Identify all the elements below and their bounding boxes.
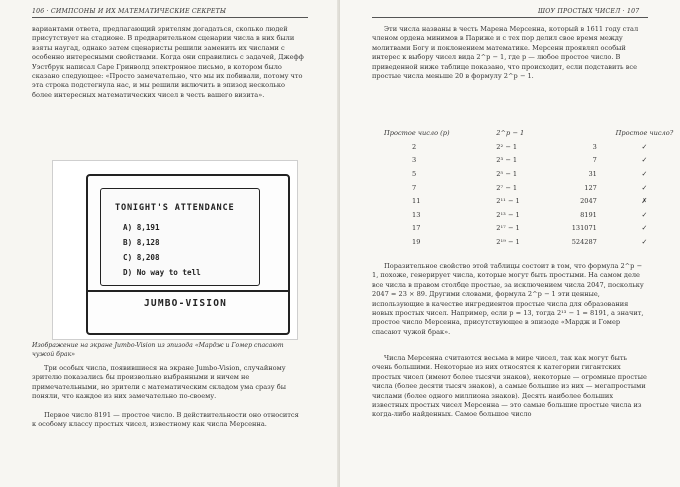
mersenne-table xyxy=(372,126,680,249)
left-bottom-paragraph-1: Три особых числа, появившиеся на экране Jumbo-Vision, случайному зрителю показались бы произвольно выбранными и ничем не примечательными, но зрители с математическим складом ума сразу бы поняли, что каждое из них замечательно по-своему. xyxy=(32,364,286,401)
header-value xyxy=(542,126,609,140)
cell-expr: 2² − 1 xyxy=(496,142,518,151)
check-mark-icon: ✓ xyxy=(641,183,648,192)
left-bottom-paragraph-2: Первое число 8191 — простое число. В действительности оно относится к особому классу простых чисел, известному как числа Мерсенна. xyxy=(32,411,299,429)
answer-option: C) 8,208 xyxy=(123,253,160,262)
cross-mark-icon: ✗ xyxy=(641,197,648,206)
check-mark-icon: ✓ xyxy=(641,210,648,219)
left-top-paragraph: вариантами ответа, предлагающий зрителям догадаться, сколько людей присутствует на стадионе. В предварительном сценарии числа в них были взяты наугад, однако затем сценаристы решили заменить их числами с особенно интересными свойствами. Когда они справились с задачей, Джефф Уэстбрук написал Саре Гринволд электронное письмо, в котором было сказано следующее: «Просто замечательно, что мы их побивали, потому что эта строка подстегнула нас, и мы решили включить в эпизод несколько более интересных математических чисел в честь вашего визита». xyxy=(32,25,304,99)
cell-p: 3 xyxy=(412,156,417,165)
check-mark-icon: ✓ xyxy=(641,169,648,178)
table-header-row xyxy=(372,126,680,140)
cell-expr: 2¹⁹ − 1 xyxy=(496,237,520,246)
jumbo-vision-brand: JUMBO-VISION xyxy=(144,298,228,309)
answer-option: A) 8,191 xyxy=(123,223,160,232)
right-bottom-paragraph-1: Поразительное свойство этой таблицы состоит в том, что формула 2^p − 1, похоже, генерирует числа, которые могут быть простыми. На самом деле все числа в правом столбце простые, за исключением числа 2047, поскольку 2047 = 23 × 89. Другими словами, формула 2^p − 1 эти ценные, использующие в качестве ингредиентов простые числа для образования новых простых чисел. Например, если p = 13, тогда 2¹³ − 1 = 8191, а значит, простое число Мерсенна, присутствующее в эпизоде «Мардж и Гомер спасают чужой брак». xyxy=(372,262,644,336)
header-formula: 2^p − 1 xyxy=(496,129,525,137)
right-top-paragraph: Эти числа названы в честь Марена Мерсенна, который в 1611 году стал членом ордена минимов в Париже и с тех пор делил свое время между молитвами Богу и поклонением математике. Мерсенн проявлял особый интерес к выбору чисел вида 2^p − 1, где p — любое простое число. В приведенной ниже таблице показано, что происходит, если подставить все простые числа меньше 20 в формулу 2^p − 1. xyxy=(372,25,639,81)
left-page-header: 106 · СИМПСОНЫ И ИХ МАТЕМАТИЧЕСКИЕ СЕКРЕТЫ xyxy=(32,8,227,15)
right-bottom-paragraph-2: Числа Мерсенна считаются весьма в мире чисел, так как могут быть очень большими. Некоторые из них относятся к категории гигантских простых чисел (имеют более тысячи знаков), некоторые — огромные простые числа (более десяти тысяч знаков), а самые большие из них — мегапростыми числами (более одного миллиона знаков). Десять наиболее больших известных простых чисел Мерсенна — это самые большие простые числа из когда-либо найденных. Самое большое число xyxy=(372,354,647,419)
answer-option: D) No way to tell xyxy=(123,268,201,277)
right-header-rule xyxy=(372,17,648,18)
cell-expr: 2⁵ − 1 xyxy=(496,169,518,178)
cell-value: 524287 xyxy=(571,237,597,246)
jumbo-vision-screen xyxy=(86,174,290,335)
table-row xyxy=(372,154,680,168)
table-row xyxy=(372,140,680,154)
cell-value: 31 xyxy=(588,169,597,178)
table-row xyxy=(372,167,680,181)
check-mark-icon: ✓ xyxy=(641,224,648,233)
header-is-prime: Простое число? xyxy=(615,129,674,137)
cell-p: 13 xyxy=(412,210,421,219)
cell-expr: 2¹¹ − 1 xyxy=(496,197,520,206)
figure-caption: Изображение на экране Jumbo-Vision из эпизода «Мардж и Гомер спасают чужой брак» xyxy=(32,342,284,358)
cell-expr: 2¹³ − 1 xyxy=(496,210,520,219)
table-row xyxy=(372,181,680,195)
cell-value: 7 xyxy=(592,156,597,165)
table-row xyxy=(372,208,680,222)
table-row xyxy=(372,235,680,249)
header-prime: Простое число (p) xyxy=(384,129,450,137)
cell-expr: 2¹⁷ − 1 xyxy=(496,224,520,233)
left-header-rule xyxy=(32,17,308,18)
check-mark-icon: ✓ xyxy=(641,156,648,165)
cell-p: 7 xyxy=(412,183,417,192)
cell-p: 19 xyxy=(412,237,421,246)
check-mark-icon: ✓ xyxy=(641,237,648,246)
cell-value: 127 xyxy=(584,183,597,192)
cell-value: 3 xyxy=(592,142,597,151)
check-mark-icon: ✓ xyxy=(641,142,648,151)
cell-value: 2047 xyxy=(580,197,597,206)
cell-value: 8191 xyxy=(580,210,597,219)
screen-title: TONIGHT'S ATTENDANCE xyxy=(115,203,235,213)
cell-value: 131071 xyxy=(571,224,597,233)
table-row xyxy=(372,194,680,208)
cell-expr: 2³ − 1 xyxy=(496,156,518,165)
cell-p: 2 xyxy=(412,142,417,151)
answer-option: B) 8,128 xyxy=(123,238,160,247)
jumbo-vision-illustration xyxy=(52,160,298,340)
screen-display xyxy=(100,188,260,286)
cell-p: 11 xyxy=(412,197,421,206)
cell-p: 5 xyxy=(412,169,417,178)
table-row xyxy=(372,222,680,236)
cell-expr: 2⁷ − 1 xyxy=(496,183,518,192)
right-page-header: ШОУ ПРОСТЫХ ЧИСЕЛ · 107 xyxy=(538,8,640,15)
screen-divider xyxy=(88,290,288,292)
cell-p: 17 xyxy=(412,224,421,233)
